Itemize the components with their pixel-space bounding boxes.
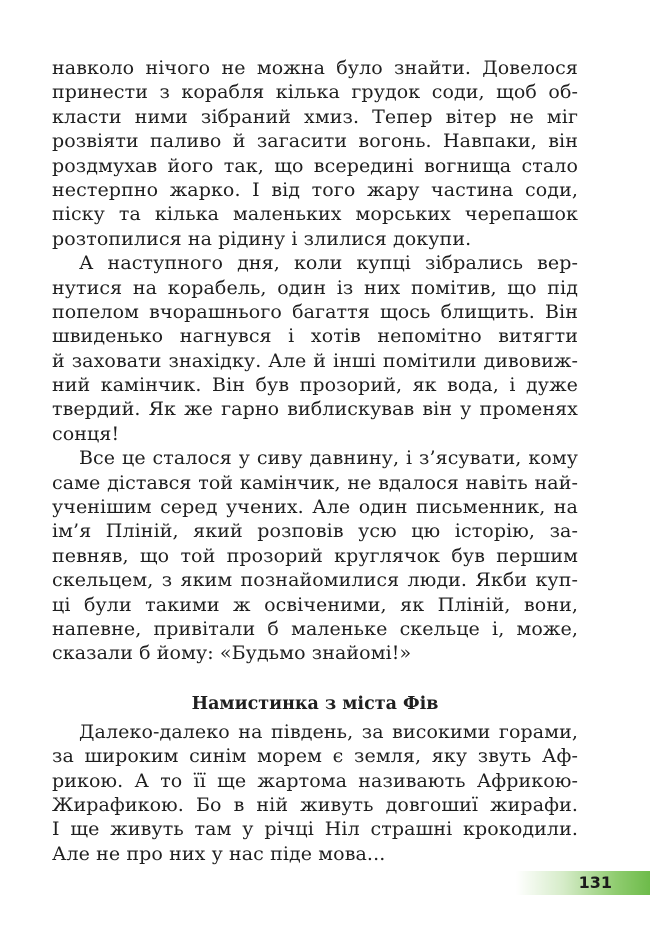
text-line: твердий. Як же гарно виблискував він у променях bbox=[52, 398, 578, 421]
text-line: ім’я Пліній, який розповів усю цю історію, за- bbox=[52, 520, 578, 543]
text-line: сказали б йому: «Будьмо знайомі!» bbox=[52, 642, 412, 665]
text-line: розвіяти паливо й загасити вогонь. Навпаки, він bbox=[52, 130, 578, 153]
text-line: А наступного дня, коли купці зібрались вер- bbox=[79, 252, 578, 275]
text-line: саме дістався той камінчик, не вдалося навіть най- bbox=[52, 471, 578, 494]
text-line: певняв, що той прозорий круглячок був першим bbox=[52, 544, 578, 567]
paragraph bbox=[52, 56, 578, 251]
text-line: напевне, привітали б маленьке скельце і, може, bbox=[52, 617, 578, 640]
page-body bbox=[52, 56, 578, 866]
text-line: класти ними зібраний хмиз. Тепер вітер не міг bbox=[52, 105, 578, 128]
text-line: рикою. А то її ще жартома називають Африкою- bbox=[52, 769, 578, 792]
text-section-after-heading bbox=[52, 720, 578, 866]
page-number: 131 bbox=[578, 873, 612, 892]
text-line: розтопилися на рідину і злилися докупи. bbox=[52, 227, 472, 250]
text-line: нутися на корабель, один із них помітив, що під bbox=[52, 276, 578, 299]
text-line: Далеко-далеко на південь, за високими горами, bbox=[79, 720, 578, 743]
text-line: Але не про них у нас піде мова... bbox=[52, 842, 386, 865]
text-line: І ще живуть там у річці Ніл страшні крокодили. bbox=[52, 818, 578, 841]
text-line: за широким синім морем є земля, яку звуть Аф- bbox=[52, 745, 578, 768]
text-line: піску та кілька маленьких морських черепашок bbox=[52, 203, 578, 226]
text-line: ний камінчик. Він був прозорий, як вода, і дуже bbox=[52, 374, 578, 397]
paragraph bbox=[52, 446, 578, 666]
text-line: Жирафикою. Бо в ній живуть довгошиї жирафи. bbox=[52, 793, 578, 816]
text-line: принести з корабля кілька грудок соди, щоб об- bbox=[52, 81, 578, 104]
text-line: навколо нічого не можна було знайти. Довелося bbox=[52, 57, 578, 79]
text-line: ці були такими ж освіченими, як Пліній, вони, bbox=[52, 593, 578, 616]
section-heading: Намистинка з міста Фів bbox=[191, 693, 439, 714]
page-number-tab bbox=[516, 871, 650, 895]
text-line: й заховати знахідку. Але й інші помітили дивовиж- bbox=[52, 349, 578, 372]
text-line: роздмухав його так, що всередині вогнища стало bbox=[52, 154, 578, 177]
text-line: попелом вчорашнього багаття щось блищить. Він bbox=[52, 300, 578, 323]
text-line: швиденько нагнувся і хотів непомітно витягти bbox=[52, 325, 578, 348]
paragraph bbox=[52, 720, 578, 866]
text-line: скельцем, з яким познайомилися люди. Якби куп- bbox=[52, 569, 578, 592]
text-section-before-heading bbox=[52, 56, 578, 666]
text-line: ученішим серед учених. Але один письменник, на bbox=[52, 496, 578, 519]
paragraph bbox=[52, 251, 578, 446]
text-line: Все це сталося у сиву давнину, і з’ясувати, кому bbox=[79, 447, 578, 470]
text-line: нестерпно жарко. І від того жару частина соди, bbox=[52, 178, 578, 201]
text-line: сонця! bbox=[52, 422, 120, 445]
